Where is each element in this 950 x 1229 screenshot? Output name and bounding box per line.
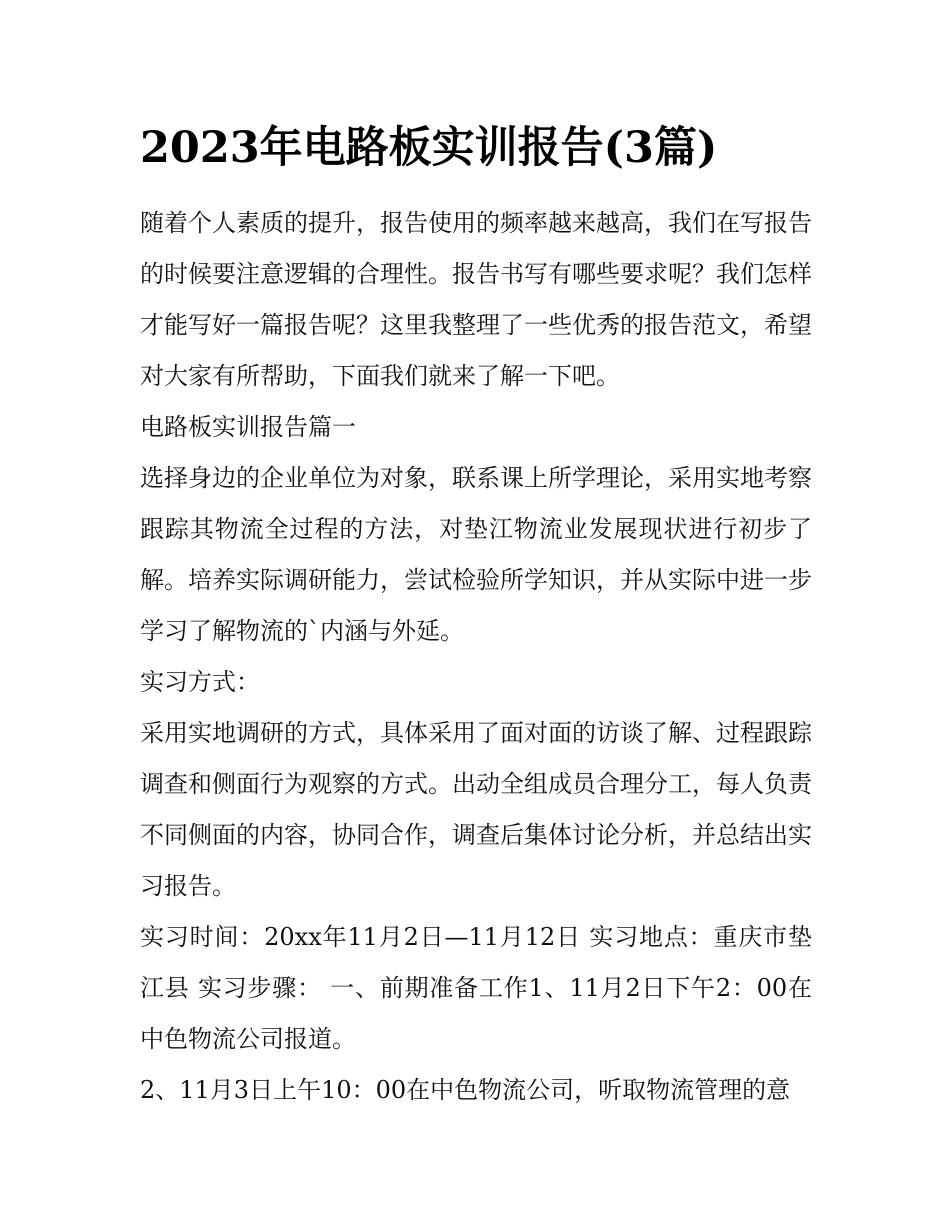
body-paragraph: 选择身边的企业单位为对象，联系课上所学理论，采用实地考察跟踪其物流全过程的方法，对垫江物流业发展现状进行初步了解。培养实际调研能力，尝试检验所学知识，并从实际中进一步学习了解物流的`内涵与外延。 (140, 464, 812, 645)
section-heading: 电路板实训报告篇一 (140, 413, 356, 441)
document-title: 2023年电路板实训报告(3篇) (140, 123, 718, 173)
subheading-internship-method: 实习方式： (140, 668, 260, 696)
body-paragraph: 2、11月3日上午10：00在中色物流公司，听取物流管理的意 (140, 1076, 791, 1104)
intro-paragraph: 随着个人素质的提升，报告使用的频率越来越高，我们在写报告的时候要注意逻辑的合理性。报告书写有哪些要求呢？我们怎样才能写好一篇报告呢？这里我整理了一些优秀的报告范文，希望对大家有所帮助，下面我们就来了解一下吧。 (140, 209, 812, 390)
body-paragraph: 采用实地调研的方式，具体采用了面对面的访谈了解、过程跟踪调查和侧面行为观察的方式。出动全组成员合理分工，每人负责不同侧面的内容，协同合作，调查后集体讨论分析，并总结出实习报告。 (140, 719, 812, 900)
document-body (140, 198, 812, 1116)
body-paragraph: 实习时间：20xx年11月2日—11月12日 实习地点：重庆市垫江县 实习步骤： 一、前期准备工作1、11月2日下午2：00在中色物流公司报道。 (140, 923, 812, 1053)
